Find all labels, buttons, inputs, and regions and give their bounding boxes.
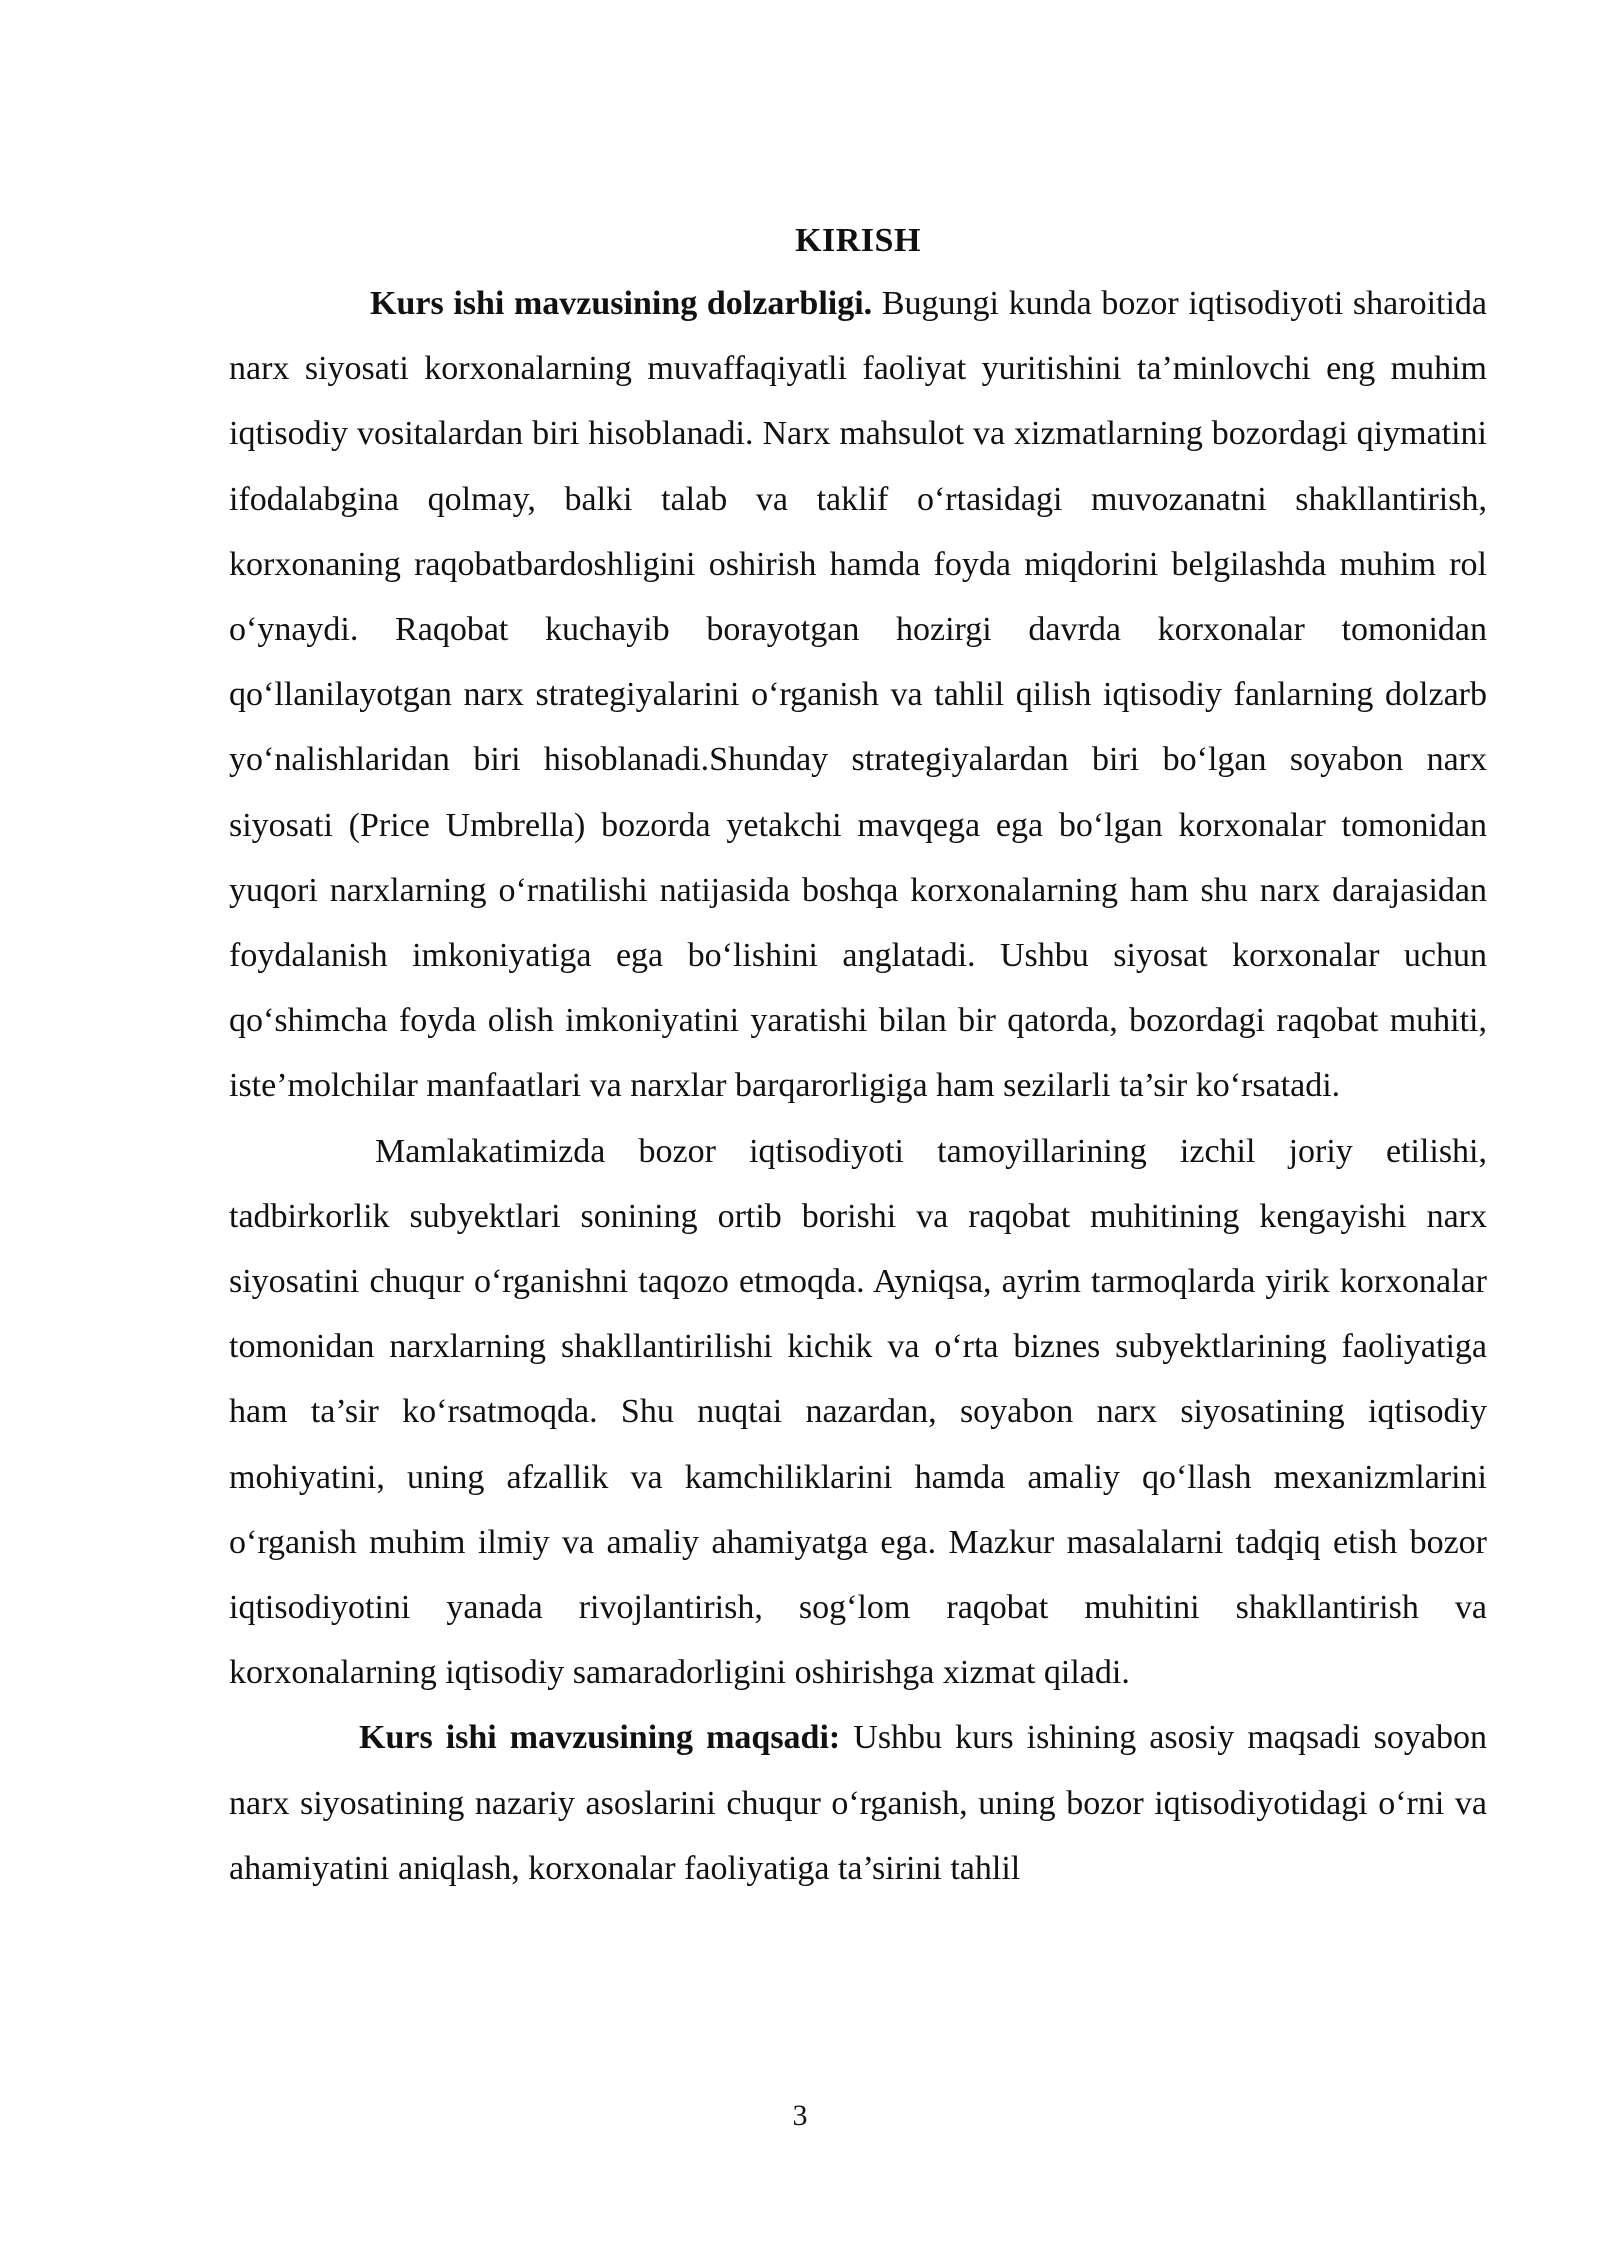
page-title: KIRISH [795, 222, 921, 259]
paragraph-text-goal: Ushbu kurs ishining asosiy maqsadi soyabon narx siyosatining nazariy asoslarini chuqur o‘rganish, uning bozor iqtisodiyotidagi o‘rni va ahamiyatini aniqlash, korxonalar faoliyatiga ta’sirini tahlil [229, 1719, 1487, 1887]
paragraph-lead-relevance: Kurs ishi mavzusining dolzarbligi. [370, 285, 873, 322]
page-content [229, 215, 1487, 1901]
paragraph-goal [229, 1705, 1487, 1901]
paragraph-text-relevance: Bugungi kunda bozor iqtisodiyoti sharoitida narx siyosati korxonalarning muvaffaqiyatli faoliyat yuritishini ta’minlovchi eng muhim iqtisodiy vositalardan biri hisoblanadi. Narx mahsulot va xizmatlarning bozordagi qiymatini ifodalabgina qolmay, balki talab va taklif o‘rtasidagi muvozanatni shakllantirish, korxonaning raqobatbardoshligini oshirish hamda foyda miqdorini belgilashda muhim rol o‘ynaydi. Raqobat kuchayib borayotgan hozirgi davrda korxonalar tomonidan qo‘llanilayotgan narx strategiyalarini o‘rganish va tahlil qilish iqtisodiy fanlarning dolzarb yo‘nalishlaridan biri hisoblanadi.Shunday strategiyalardan biri bo‘lgan soyabon narx siyosati (Price Umbrella) bozorda yetakchi mavqega ega bo‘lgan korxonalar tomonidan yuqori narxlarning o‘rnatilishi natijasida boshqa korxonalarning ham shu narx darajasidan foydalanish imkoniyatiga ega bo‘lishini anglatadi. Ushbu siyosat korxonalar uchun qo‘shimcha foyda olish imkoniyatini yaratishi bilan bir qatorda, bozordagi raqobat muhiti, iste’molchilar manfaatlari va narxlar barqarorligiga ham sezilarli ta’sir ko‘rsatadi. [229, 285, 1487, 1105]
paragraph-context [229, 1119, 1487, 1706]
paragraph-relevance [229, 271, 1487, 1119]
paragraph-text-context: Mamlakatimizda bozor iqtisodiyoti tamoyillarining izchil joriy etilishi, tadbirkorlik subyektlari sonining ortib borishi va raqobat muhitining kengayishi narx siyosatini chuqur o‘rganishni taqozo etmoqda. Ayniqsa, ayrim tarmoqlarda yirik korxonalar tomonidan narxlarning shakllantirilishi kichik va o‘rta biznes subyektlarining faoliyatiga ham ta’sir ko‘rsatmoqda. Shu nuqtai nazardan, soyabon narx siyosatining iqtisodiy mohiyatini, uning afzallik va kamchiliklarini hamda amaliy qo‘llash mexanizmlarini o‘rganish muhim ilmiy va amaliy ahamiyatga ega. Mazkur masalalarni tadqiq etish bozor iqtisodiyotini yanada rivojlantirish, sog‘lom raqobat muhitini shakllantirish va korxonalarning iqtisodiy samaradorligini oshirishga xizmat qiladi. [229, 1132, 1487, 1692]
paragraph-lead-goal: Kurs ishi mavzusining maqsadi: [359, 1719, 841, 1757]
page-number: 3 [792, 2099, 808, 2132]
